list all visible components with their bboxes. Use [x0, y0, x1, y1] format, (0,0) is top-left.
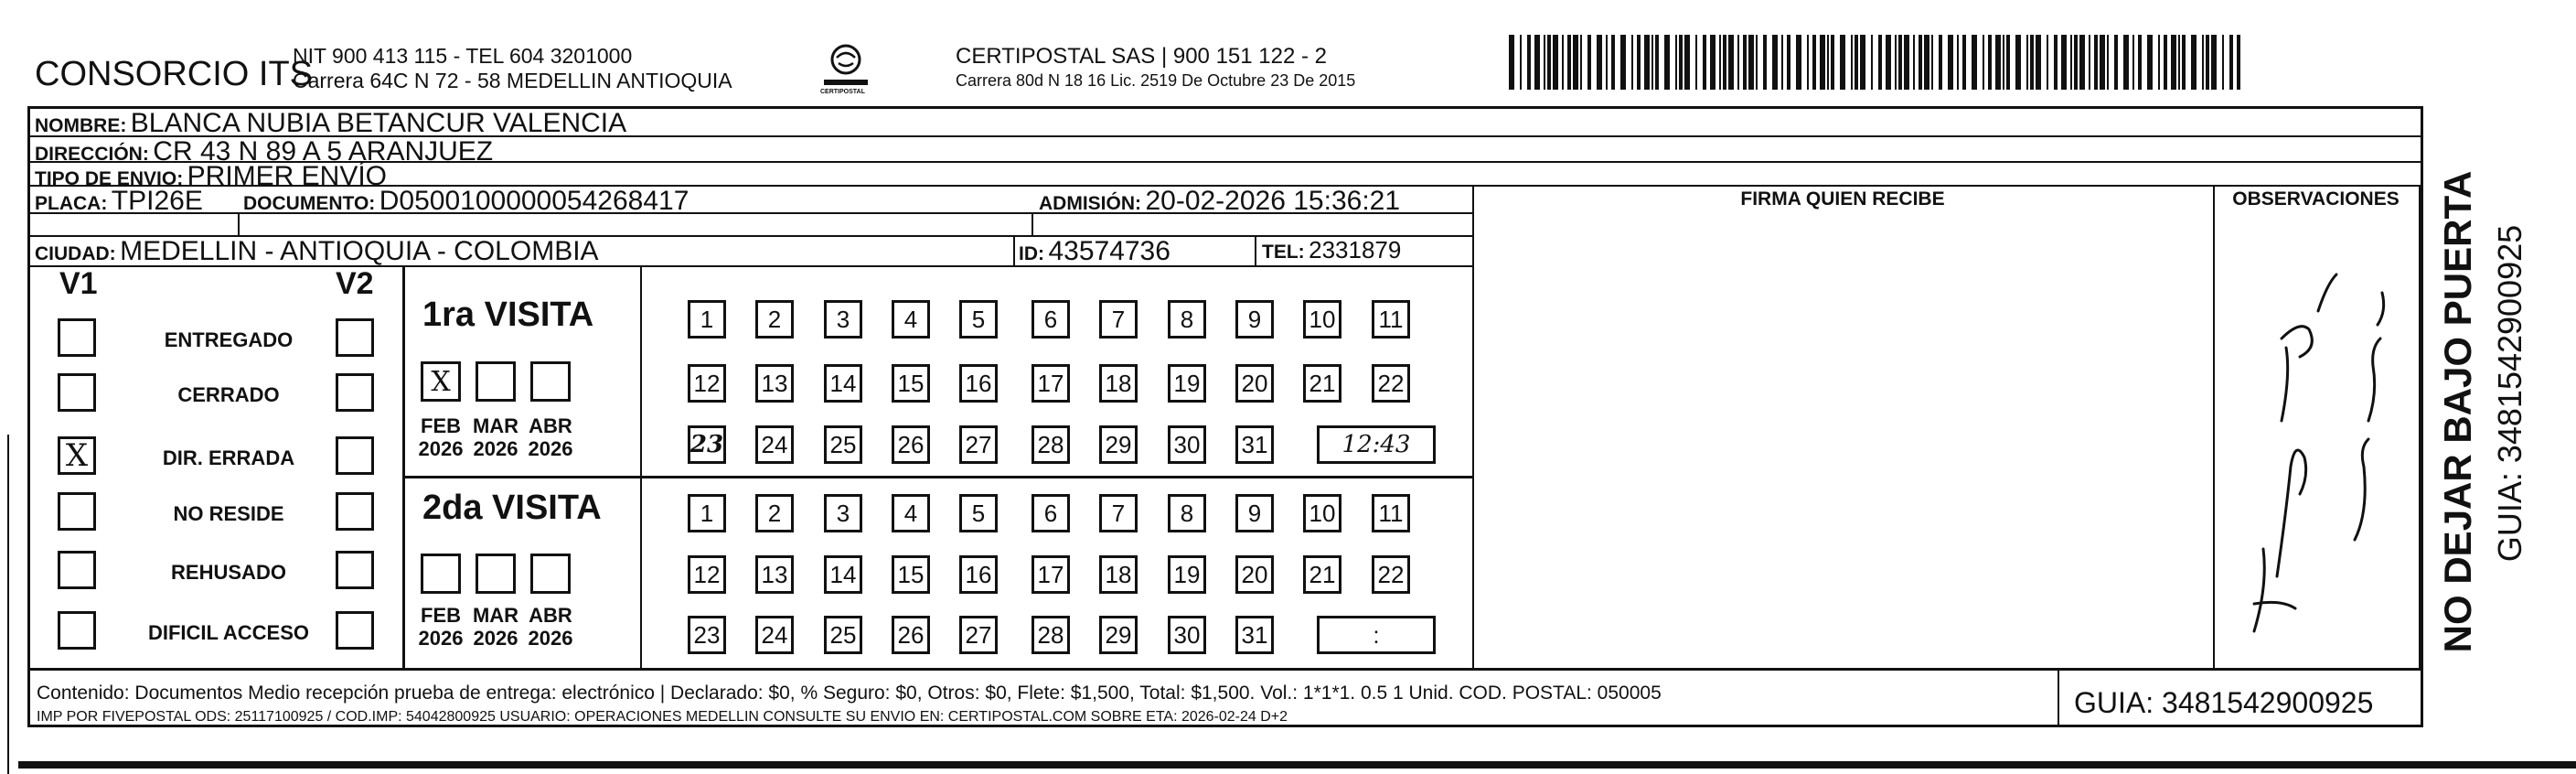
id-row: [1019, 238, 1170, 265]
month-label: [518, 604, 583, 650]
barcode-bar: [1567, 35, 1571, 90]
tel-value: 2331879: [1309, 236, 1402, 263]
day-box[interactable]: 21: [1303, 364, 1341, 403]
day-box[interactable]: 28: [1031, 425, 1070, 464]
day-box[interactable]: 23: [688, 616, 726, 654]
placa-label: PLACA:: [35, 193, 108, 214]
month-name: MAR: [472, 414, 519, 437]
barcode-bar: [1796, 35, 1801, 90]
tipo-row: [35, 163, 387, 190]
day-box[interactable]: 25: [824, 616, 862, 654]
day-box[interactable]: 30: [1168, 616, 1206, 654]
status-label: NO RESIDE: [173, 502, 284, 525]
day-box[interactable]: 3: [824, 494, 862, 532]
status-label: DIFICIL ACCESO: [147, 621, 309, 644]
day-box[interactable]: 19: [1168, 364, 1206, 403]
month-name: FEB: [421, 604, 461, 627]
barcode-bar: [2147, 35, 2153, 90]
barcode-bar: [1855, 35, 1858, 90]
barcode-bar: [1553, 35, 1558, 90]
barcode-bar: [2074, 35, 2078, 90]
month-year: 2026: [418, 627, 464, 650]
status-v1-checkbox[interactable]: [58, 551, 96, 589]
month-checkbox[interactable]: [476, 554, 516, 594]
admision-value: 20-02-2026 15:36:21: [1145, 186, 1401, 216]
status-label: DIR. ERRADA: [162, 446, 295, 469]
barcode-bar: [1664, 35, 1670, 90]
barcode-bar: [1534, 35, 1540, 90]
barcode: [1509, 35, 2240, 97]
direccion-label: DIRECCIÓN:: [35, 144, 149, 165]
day-box[interactable]: 28: [1031, 616, 1070, 654]
side-no-dejar: NO DEJAR BAJO PUERTA: [2436, 170, 2479, 653]
status-label: REHUSADO: [171, 561, 286, 584]
barcode-bar: [1587, 35, 1591, 90]
month-checkbox[interactable]: [421, 554, 461, 594]
company-name: CONSORCIO ITS: [35, 55, 314, 93]
day-box[interactable]: 17: [1031, 555, 1070, 594]
barcode-bar: [1871, 35, 1873, 90]
barcode-bar: [2178, 35, 2180, 90]
day-box[interactable]: 11: [1372, 300, 1410, 339]
month-name: ABR: [529, 414, 572, 437]
month-year: 2026: [528, 437, 573, 461]
status-v2-checkbox[interactable]: [336, 373, 374, 412]
barcode-bar: [1924, 35, 1929, 90]
barcode-bar: [2237, 35, 2240, 90]
barcode-bar: [1703, 35, 1706, 90]
day-box[interactable]: 24: [755, 425, 794, 464]
day-box[interactable]: 12: [688, 364, 726, 403]
ciudad-row: [35, 238, 599, 265]
barcode-bar: [1831, 35, 1834, 90]
barcode-bar: [1573, 35, 1578, 90]
tel-row: [1262, 238, 1401, 262]
day-box[interactable]: 26: [892, 616, 930, 654]
day-box[interactable]: 22: [1372, 555, 1410, 594]
month-label: [518, 414, 583, 461]
day-box[interactable]: 15: [892, 364, 930, 403]
barcode-bar: [1895, 35, 1897, 90]
day-box[interactable]: 11: [1372, 494, 1410, 532]
barcode-bar: [1695, 35, 1697, 90]
barcode-bar: [2191, 35, 2197, 90]
day-box[interactable]: 17: [1031, 364, 1070, 403]
day-box[interactable]: 25: [824, 425, 862, 464]
barcode-bar: [2211, 35, 2217, 90]
month-checkbox[interactable]: [476, 361, 516, 402]
day-box[interactable]: 24: [755, 616, 794, 654]
day-box[interactable]: 5: [959, 300, 998, 339]
barcode-bar: [1827, 35, 1829, 90]
documento-value: D0500100000054268417: [379, 186, 689, 216]
barcode-bar: [1544, 35, 1545, 90]
day-box[interactable]: 29: [1099, 616, 1138, 654]
barcode-bar: [2070, 35, 2072, 90]
day-box[interactable]: 13: [755, 555, 794, 594]
barcode-bar: [2089, 35, 2090, 90]
left-edge-mark: [7, 435, 9, 774]
month-year: 2026: [473, 627, 518, 650]
barcode-bar: [2202, 35, 2204, 90]
barcode-bar: [2158, 35, 2160, 90]
barcode-bar: [1860, 35, 1865, 90]
status-v1-checkbox[interactable]: X: [58, 436, 96, 475]
time-box[interactable]: 12:43: [1317, 425, 1436, 464]
status-v2-checkbox[interactable]: [336, 318, 374, 357]
barcode-bar: [1509, 35, 1514, 90]
visit2-title: 2da VISITA: [422, 489, 602, 527]
month-year: 2026: [473, 437, 518, 461]
barcode-bar: [1962, 35, 1966, 90]
status-v1-checkbox[interactable]: [58, 373, 96, 412]
day-box[interactable]: 15: [892, 555, 930, 594]
status-v2-checkbox[interactable]: [336, 551, 374, 589]
barcode-bar: [1807, 35, 1809, 90]
barcode-bar: [2206, 35, 2209, 90]
observaciones-handwriting: [2218, 238, 2414, 659]
nombre-label: NOMBRE:: [35, 115, 127, 136]
admision-row: [1039, 188, 1400, 215]
company-nit: NIT 900 413 115 - TEL 604 3201000: [293, 44, 633, 68]
id-label: ID:: [1019, 243, 1044, 264]
status-label: CERRADO: [177, 383, 280, 406]
month-name: FEB: [421, 414, 461, 437]
v1-label: V1: [59, 266, 98, 301]
day-box[interactable]: 4: [892, 494, 930, 532]
barcode-bar: [1684, 35, 1690, 90]
barcode-bar: [1655, 35, 1659, 90]
documento-label: DOCUMENTO:: [243, 193, 376, 214]
admision-label: ADMISIÓN:: [1039, 193, 1141, 214]
nombre-value: BLANCA NUBIA BETANCUR VALENCIA: [130, 108, 627, 138]
day-box[interactable]: 18: [1099, 555, 1138, 594]
day-box[interactable]: 1: [688, 300, 726, 339]
day-box[interactable]: 2: [755, 494, 794, 532]
certipostal-nit: CERTIPOSTAL SAS | 900 151 122 - 2: [956, 44, 1327, 69]
day-box[interactable]: 12: [688, 555, 726, 594]
day-box[interactable]: 7: [1099, 494, 1138, 532]
barcode-bar: [1748, 35, 1754, 90]
day-box[interactable]: 7: [1099, 300, 1138, 339]
barcode-bar: [2182, 35, 2186, 90]
day-box[interactable]: 19: [1168, 555, 1206, 594]
day-box[interactable]: 22: [1372, 364, 1410, 403]
tel-label: TEL:: [1262, 242, 1305, 263]
day-box[interactable]: 21: [1303, 555, 1341, 594]
day-box[interactable]: 16: [959, 364, 998, 403]
barcode-bar: [2138, 35, 2142, 90]
barcode-bar: [1611, 35, 1615, 90]
day-box[interactable]: 10: [1303, 300, 1341, 339]
status-v1-checkbox[interactable]: [58, 318, 96, 357]
month-checkbox[interactable]: X: [421, 361, 461, 402]
status-v2-checkbox[interactable]: [336, 436, 374, 475]
barcode-bar: [1562, 35, 1564, 90]
barcode-bar: [1957, 35, 1959, 90]
day-box[interactable]: 18: [1099, 364, 1138, 403]
barcode-bar: [1983, 35, 1984, 90]
visit1-title: 1ra VISITA: [422, 296, 594, 334]
day-box[interactable]: 29: [1099, 425, 1138, 464]
day-box[interactable]: 9: [1235, 300, 1274, 339]
status-v2-checkbox[interactable]: [336, 611, 374, 650]
barcode-bar: [1948, 35, 1953, 90]
placa-value: TPI26E: [111, 186, 203, 216]
month-year: 2026: [528, 627, 573, 650]
day-box[interactable]: 14: [824, 555, 862, 594]
day-box[interactable]: 31: [1235, 425, 1274, 464]
direccion-value: CR 43 N 89 A 5 ARANJUEZ: [153, 136, 494, 167]
barcode-bar: [2054, 35, 2058, 90]
day-box[interactable]: 14: [824, 364, 862, 403]
barcode-bar: [2107, 35, 2109, 90]
barcode-bar: [1763, 35, 1767, 90]
barcode-bar: [1772, 35, 1778, 90]
footer-line1: Contenido: Documentos Medio recepción prueba de entrega: electrónico | Declarado: $0, % Seguro: $0, Otros: $0, Flete: $1,500, Total: $1,500. Vol.: 1*1*1. 0.5 1 Unid. COD. POSTAL: 050005: [37, 683, 1662, 704]
day-box[interactable]: 26: [892, 425, 930, 464]
barcode-bar: [2132, 35, 2134, 90]
barcode-bar: [2030, 35, 2034, 90]
barcode-bar: [1840, 35, 1845, 90]
barcode-bar: [2171, 35, 2176, 90]
barcode-bar: [1743, 35, 1747, 90]
barcode-bar: [1644, 35, 1650, 90]
barcode-bar: [1756, 35, 1758, 90]
barcode-bar: [1781, 35, 1783, 90]
tipo-label: TIPO DE ENVIO:: [35, 168, 184, 189]
day-box[interactable]: 23: [688, 425, 726, 464]
barcode-bar: [1637, 35, 1641, 90]
ciudad-label: CIUDAD:: [35, 243, 116, 264]
day-box[interactable]: 27: [959, 425, 998, 464]
nombre-row: [35, 110, 626, 137]
barcode-bar: [1606, 35, 1608, 90]
barcode-bar: [1898, 35, 1902, 90]
observaciones-text: A ploco la numero: [2218, 238, 2226, 239]
barcode-bar: [1723, 35, 1726, 90]
barcode-bar: [1878, 35, 1882, 90]
barcode-bar: [1527, 35, 1531, 90]
bottom-rule: [18, 761, 2576, 769]
certipostal-address: Carrera 80d N 18 16 Lic. 2519 De Octubre 23 De 2015: [956, 71, 1356, 90]
observaciones-header: OBSERVACIONES: [2232, 188, 2400, 210]
side-guia: GUIA: 3481542900925: [2491, 224, 2528, 563]
barcode-bar: [2229, 35, 2233, 90]
placa-row: [35, 188, 203, 215]
barcode-bar: [2061, 35, 2067, 90]
barcode-bar: [2015, 35, 2021, 90]
day-box[interactable]: 10: [1303, 494, 1341, 532]
barcode-bar: [1728, 35, 1734, 90]
day-box[interactable]: 8: [1168, 494, 1206, 532]
barcode-bar: [1651, 35, 1653, 90]
barcode-bar: [1597, 35, 1602, 90]
barcode-bar: [2047, 35, 2048, 90]
day-box[interactable]: 16: [959, 555, 998, 594]
barcode-bar: [1787, 35, 1790, 90]
day-box[interactable]: 20: [1235, 364, 1274, 403]
time-box[interactable]: :: [1317, 616, 1436, 654]
barcode-bar: [2123, 35, 2129, 90]
barcode-bar: [1995, 35, 2001, 90]
barcode-bar: [2036, 35, 2041, 90]
barcode-bar: [2003, 35, 2004, 90]
day-box[interactable]: 8: [1168, 300, 1206, 339]
v2-label: V2: [336, 266, 374, 301]
day-box[interactable]: 1: [688, 494, 726, 532]
tipo-value: PRIMER ENVÍO: [187, 161, 388, 191]
barcode-bar: [1919, 35, 1922, 90]
day-box[interactable]: 2: [755, 300, 794, 339]
barcode-bar: [2164, 35, 2167, 90]
day-box[interactable]: 6: [1031, 494, 1070, 532]
barcode-bar: [1580, 35, 1582, 90]
barcode-bar: [1904, 35, 1909, 90]
month-year: 2026: [418, 437, 464, 461]
day-box[interactable]: 27: [959, 616, 998, 654]
status-v1-checkbox[interactable]: [58, 492, 96, 531]
day-box[interactable]: 4: [892, 300, 930, 339]
barcode-bar: [1710, 35, 1716, 90]
footer-line2: IMP POR FIVEPOSTAL ODS: 25117100925 / COD.IMP: 54042800925 USUARIO: OPERACIONES MEDELLIN CONSULTE SU ENVIO EN: CERTIPOSTAL.COM SOBRE ETA: 2026-02-24 D+2: [37, 709, 1288, 725]
barcode-bar: [1737, 35, 1739, 90]
barcode-bar: [1820, 35, 1825, 90]
barcode-bar: [2094, 35, 2098, 90]
company-address: Carrera 64C N 72 - 58 MEDELLIN ANTIOQUIA: [293, 69, 732, 92]
month-name: ABR: [529, 604, 572, 627]
firma-header: FIRMA QUIEN RECIBE: [1740, 188, 1945, 210]
barcode-bar: [1631, 35, 1633, 90]
barcode-bar: [1988, 35, 1992, 90]
status-v2-checkbox[interactable]: [336, 492, 374, 531]
certipostal-logo: [818, 41, 873, 96]
day-box[interactable]: 13: [755, 364, 794, 403]
barcode-bar: [1939, 35, 1942, 90]
day-box[interactable]: 6: [1031, 300, 1070, 339]
documento-row: [243, 188, 689, 215]
status-label: ENTREGADO: [164, 328, 294, 351]
barcode-bar: [1719, 35, 1721, 90]
barcode-bar: [1675, 35, 1677, 90]
barcode-bar: [2100, 35, 2105, 90]
footer-guia: GUIA: 3481542900925: [2074, 686, 2374, 719]
day-box[interactable]: 5: [959, 494, 998, 532]
barcode-bar: [2006, 35, 2010, 90]
barcode-bar: [2114, 35, 2118, 90]
day-box[interactable]: 30: [1168, 425, 1206, 464]
status-v1-checkbox[interactable]: [58, 611, 96, 650]
barcode-bar: [1972, 35, 1977, 90]
barcode-bar: [1913, 35, 1915, 90]
month-checkbox[interactable]: [530, 554, 571, 594]
ciudad-value: MEDELLIN - ANTIOQUIA - COLOMBIA: [120, 236, 599, 266]
barcode-bar: [1679, 35, 1683, 90]
month-name: MAR: [472, 604, 519, 627]
day-box[interactable]: 3: [824, 300, 862, 339]
month-checkbox[interactable]: [530, 361, 571, 402]
barcode-bar: [1931, 35, 1933, 90]
barcode-bar: [1547, 35, 1551, 90]
barcode-bar: [2079, 35, 2085, 90]
barcode-bar: [2026, 35, 2028, 90]
barcode-bar: [1520, 35, 1522, 90]
barcode-bar: [1851, 35, 1853, 90]
barcode-bar: [1620, 35, 1626, 90]
barcode-bar: [1886, 35, 1891, 90]
id-value: 43574736: [1048, 236, 1170, 266]
barcode-bar: [1812, 35, 1816, 90]
day-box[interactable]: 31: [1235, 616, 1274, 654]
day-box[interactable]: 9: [1235, 494, 1274, 532]
logo-text: CERTIPOSTAL: [820, 89, 865, 95]
firma-area[interactable]: [1474, 212, 2211, 666]
day-box[interactable]: 20: [1235, 555, 1274, 594]
barcode-bar: [2222, 35, 2224, 90]
